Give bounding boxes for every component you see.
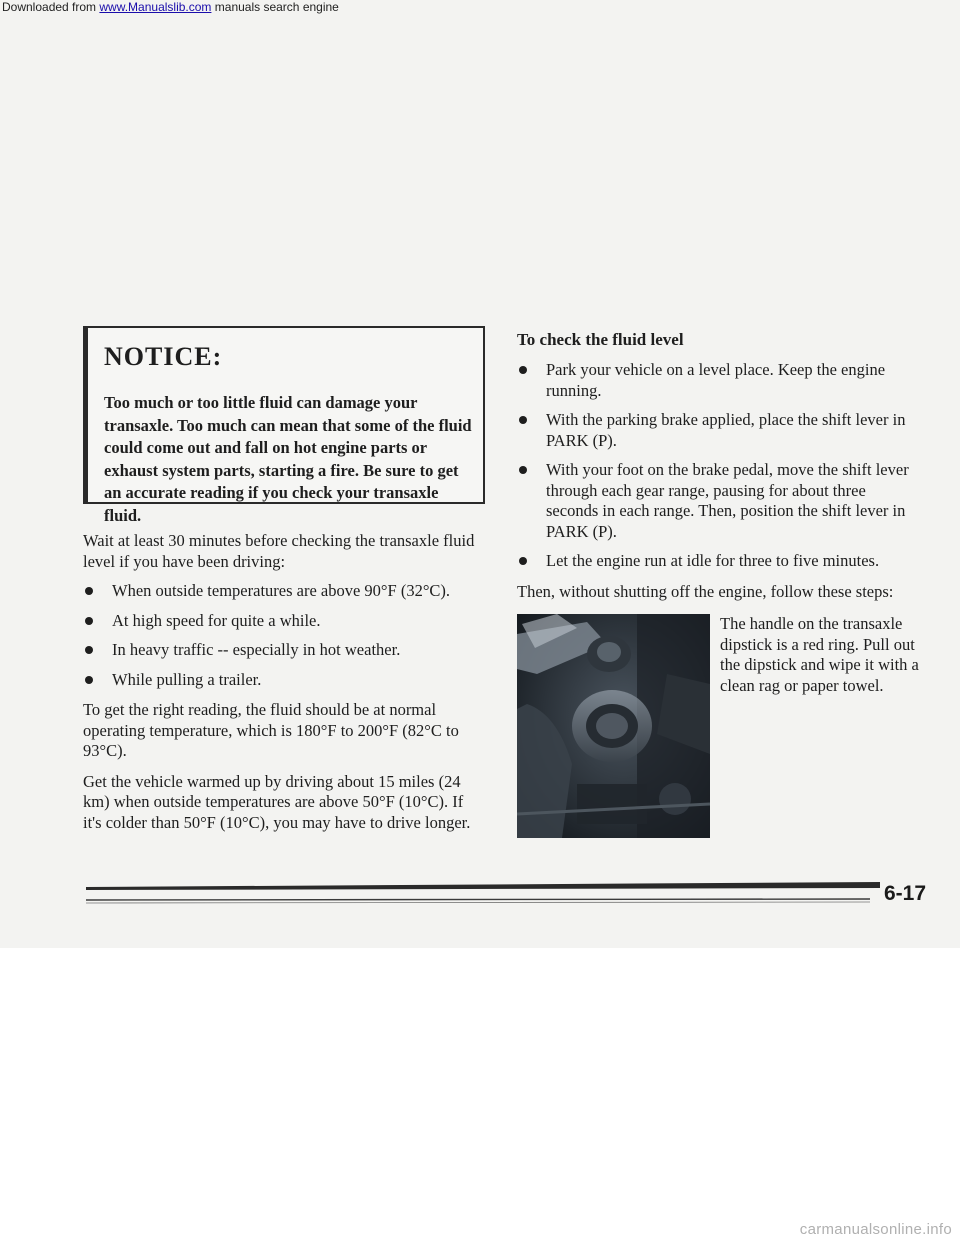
notice-title: NOTICE: [104,342,223,371]
bullet-icon [85,587,93,595]
dipstick-photo [517,614,710,838]
conditions-list [83,581,485,690]
section-heading: To check the fluid level [517,330,684,349]
bullet-icon [519,416,527,424]
banner-prefix: Downloaded from [2,0,100,14]
list-item: Park your vehicle on a level place. Keep the engine running. [517,360,922,401]
then-paragraph: Then, without shutting off the engine, follow these steps: [517,581,894,601]
list-item: At high speed for quite a while. [83,611,485,632]
bullet-icon [519,466,527,474]
list-item: While pulling a trailer. [83,670,485,691]
notice-box [83,326,485,525]
list-item: Let the engine run at idle for three to five minutes. [517,551,922,572]
manualslib-link[interactable]: www.Manualslib.com [99,0,212,14]
list-item: With the parking brake applied, place the shift lever in PARK (P). [517,410,922,451]
list-item: In heavy traffic -- especially in hot weather. [83,640,485,661]
engine-bay-image [517,614,710,838]
notice-body: Too much or too little fluid can damage your transaxle. Too much can mean that some of the fluid could come out and fall on hot engine parts or exhaust system parts, starting a fire. Be sure to get an accurate reading if you check your transaxle fluid. [104,393,472,525]
download-banner [0,0,960,14]
warmup-paragraph: Get the vehicle warmed up by driving about 15 miles (24 km) when outside temperatures are above 50°F (10°C). If it's colder than 50°F (10°C), you may have to drive longer. [83,771,471,832]
bullet-icon [519,366,527,374]
banner-suffix: manuals search engine [211,0,339,14]
bullet-icon [85,646,93,654]
bullet-icon [85,676,93,684]
list-item: With your foot on the brake pedal, move the shift lever through each gear range, pausing for about three seconds in each range. Then, position the shift lever in PARK (P). [517,460,922,542]
right-column [517,329,922,838]
page-number: 6-17 [884,882,927,905]
left-column [83,326,485,833]
watermark: carmanualsonline.info [799,1221,952,1238]
reading-paragraph: To get the right reading, the fluid should be at normal operating temperature, which is 180°F to 200°F (82°C to 93°C). [83,700,459,760]
bullet-icon [519,557,527,565]
steps-list [517,360,922,572]
bullet-icon [85,617,93,625]
dipstick-figure [517,614,922,838]
wait-paragraph: Wait at least 30 minutes before checking the transaxle fluid level if you have been driving: [83,531,475,571]
list-item: When outside temperatures are above 90°F (32°C). [83,581,485,602]
dipstick-caption: The handle on the transaxle dipstick is a red ring. Pull out the dipstick and wipe it with a clean rag or paper towel. [720,614,919,695]
